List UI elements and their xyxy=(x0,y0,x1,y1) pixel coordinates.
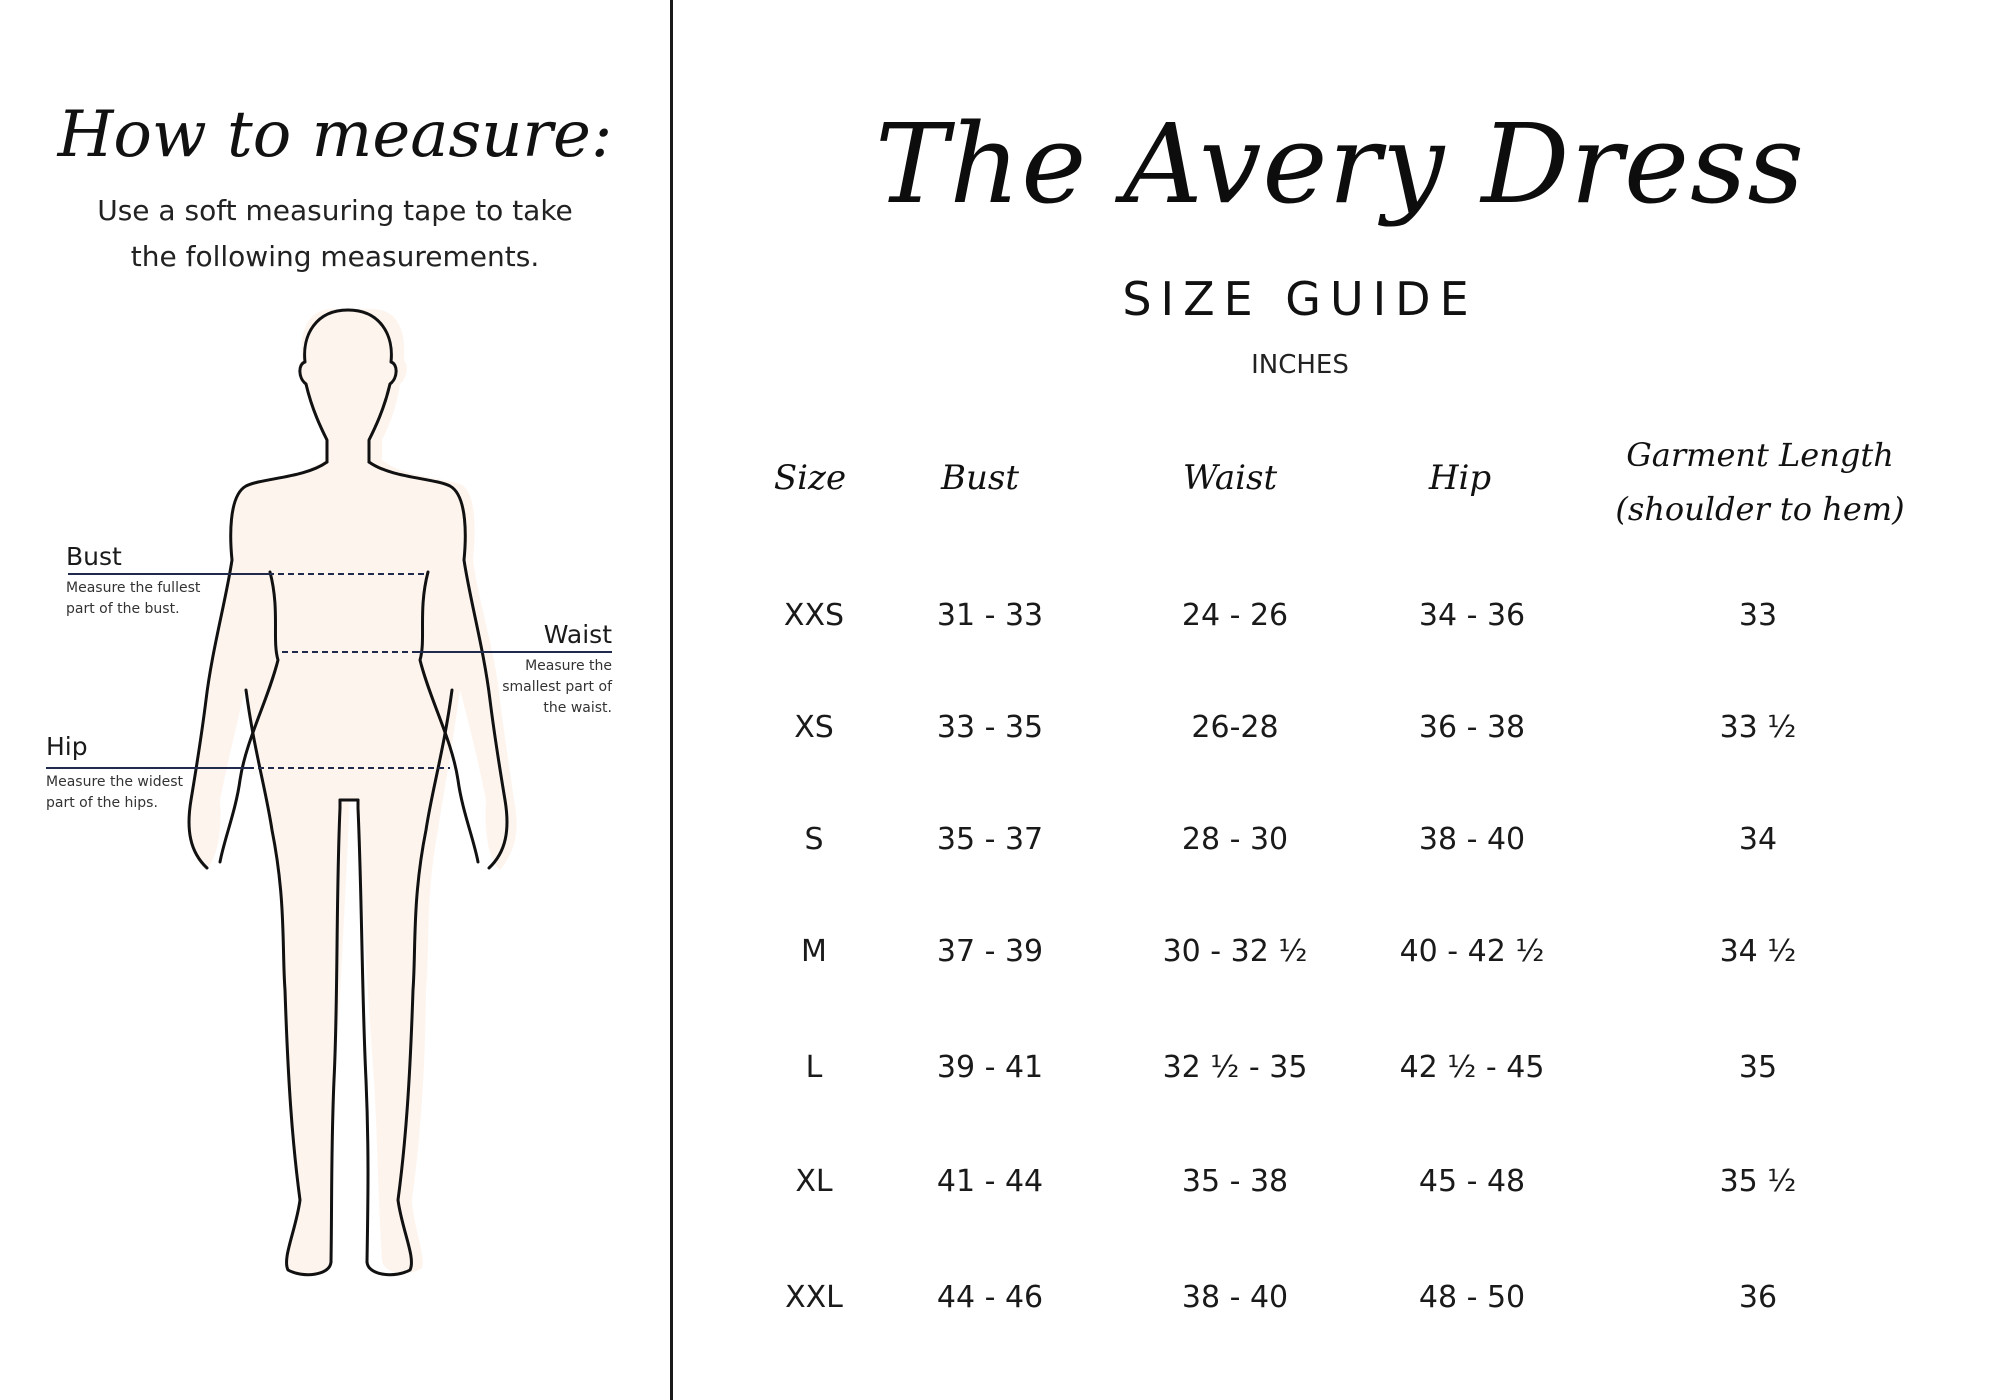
bust-description xyxy=(66,578,200,620)
cell-size: S xyxy=(804,822,824,857)
cell-hip: 38 - 40 xyxy=(1418,822,1526,857)
cell-bust: 35 - 37 xyxy=(936,822,1044,857)
waist-description-line-1: Measure the xyxy=(525,658,612,674)
cell-bust: 41 - 44 xyxy=(936,1164,1044,1199)
cell-bust: 44 - 46 xyxy=(936,1280,1044,1315)
hip-description-line-2: part of the hips. xyxy=(46,795,158,811)
cell-bust: 31 - 33 xyxy=(936,598,1044,633)
cell-size: XXL xyxy=(785,1280,843,1315)
size-guide-heading: SIZE GUIDE xyxy=(1122,272,1478,326)
cell-waist: 24 - 26 xyxy=(1181,598,1289,633)
bust-description-line-2: part of the bust. xyxy=(66,601,180,617)
hip-description xyxy=(46,772,183,814)
cell-size: L xyxy=(805,1050,823,1085)
header-garment-length-line-1: Garment Length xyxy=(1626,436,1894,474)
cell-hip: 40 - 42 ½ xyxy=(1399,934,1545,969)
panel-divider xyxy=(670,0,673,1400)
header-waist: Waist xyxy=(1182,458,1278,498)
cell-waist: 35 - 38 xyxy=(1181,1164,1289,1199)
cell-waist: 38 - 40 xyxy=(1181,1280,1289,1315)
cell-size: XXS xyxy=(783,598,845,633)
cell-size: XS xyxy=(794,710,834,745)
waist-label: Waist xyxy=(543,620,612,649)
cell-garment-length: 34 ½ xyxy=(1719,934,1797,969)
cell-size: XL xyxy=(795,1164,833,1199)
cell-hip: 36 - 38 xyxy=(1418,710,1526,745)
cell-bust: 37 - 39 xyxy=(936,934,1044,969)
cell-garment-length: 36 xyxy=(1738,1280,1778,1315)
measure-title: How to measure: xyxy=(57,98,613,172)
cell-bust: 39 - 41 xyxy=(936,1050,1044,1085)
cell-garment-length: 35 ½ xyxy=(1719,1164,1797,1199)
dress-title: The Avery Dress xyxy=(875,100,1805,228)
cell-hip: 48 - 50 xyxy=(1418,1280,1526,1315)
cell-garment-length: 33 ½ xyxy=(1719,710,1797,745)
waist-description-line-3: the waist. xyxy=(543,700,612,716)
cell-size: M xyxy=(801,934,827,969)
bust-description-line-1: Measure the fullest xyxy=(66,580,201,596)
cell-waist: 30 - 32 ½ xyxy=(1162,934,1308,969)
cell-bust: 33 - 35 xyxy=(936,710,1044,745)
cell-garment-length: 35 xyxy=(1738,1050,1778,1085)
waist-description xyxy=(460,656,612,719)
measure-subtitle-line-1: Use a soft measuring tape to take xyxy=(97,194,573,227)
units-label: INCHES xyxy=(1251,350,1349,380)
header-garment-length-line-2: (shoulder to hem) xyxy=(1615,490,1905,528)
cell-garment-length: 34 xyxy=(1738,822,1778,857)
waist-description-line-2: smallest part of xyxy=(502,679,612,695)
header-size: Size xyxy=(773,458,847,498)
header-hip: Hip xyxy=(1428,458,1492,498)
header-bust: Bust xyxy=(941,458,1019,498)
bust-label: Bust xyxy=(66,542,122,571)
cell-waist: 32 ½ - 35 xyxy=(1162,1050,1308,1085)
cell-hip: 34 - 36 xyxy=(1418,598,1526,633)
hip-label: Hip xyxy=(46,732,88,761)
measure-subtitle-line-2: the following measurements. xyxy=(130,240,540,273)
cell-garment-length: 33 xyxy=(1738,598,1778,633)
hip-description-line-1: Measure the widest xyxy=(46,774,183,790)
cell-waist: 28 - 30 xyxy=(1181,822,1289,857)
cell-hip: 42 ½ - 45 xyxy=(1399,1050,1545,1085)
cell-hip: 45 - 48 xyxy=(1418,1164,1526,1199)
header-garment-length xyxy=(1570,428,1950,536)
cell-waist: 26-28 xyxy=(1191,710,1279,745)
